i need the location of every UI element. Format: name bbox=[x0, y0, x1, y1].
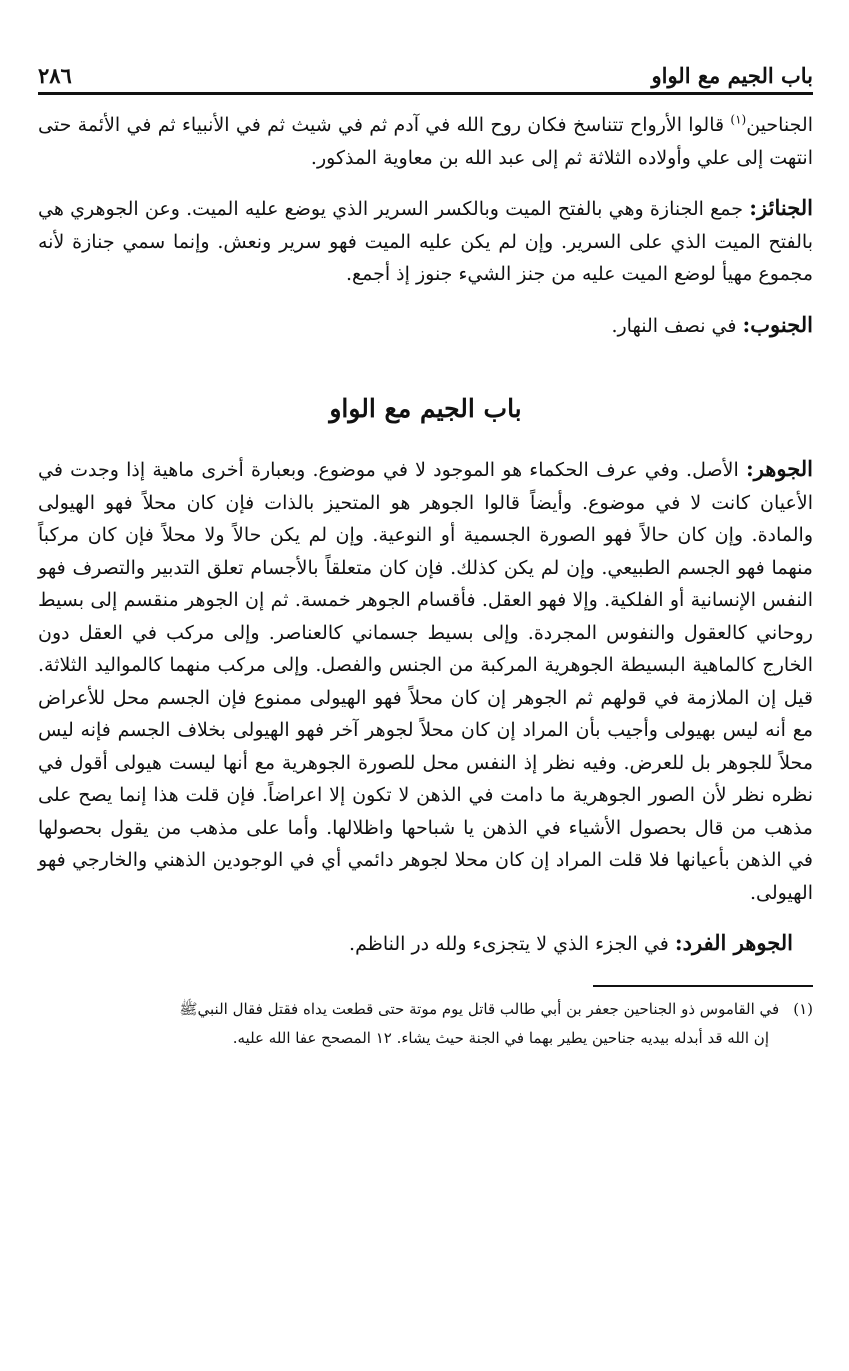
entry-term: الجوهر: bbox=[745, 456, 813, 481]
entry-text: قالوا الأرواح تتناسخ فكان روح الله في آدم ثم في شيث ثم في الأنبياء ثم في الأئمة حتى انتهت إلى علي وأولاده الثلاثة ثم إلى عبد الله بن معاوية المذكور. bbox=[38, 114, 813, 169]
entry-text: في الجزء الذي لا يتجزىء ولله در الناظم. bbox=[349, 933, 675, 955]
entry-term: الجنوب: bbox=[742, 311, 813, 337]
entry-text: جمع الجنازة وهي بالفتح الميت وبالكسر السرير الذي يوضع عليه الميت. وعن الجوهري هي بالفتح الميت الذي على السرير. وإن لم يكن عليه الميت فهو سرير ونعش. وإنما سمي جنازة لأنه مجموع مهيأ لوضع الميت عليه من جنز الشيء جنوز إذ أجمع. bbox=[38, 198, 813, 285]
entry-term: الجنائز: bbox=[749, 195, 813, 220]
footnote-line-1: في القاموس ذو الجناحين جعفر بن أبي طالب قاتل يوم موتة حتى قطعت يداه فقتل فقال النبيﷺ bbox=[179, 999, 780, 1018]
footnote-number: (١) bbox=[793, 999, 813, 1018]
entry-text: الأصل. وفي عرف الحكماء هو الموجود لا في موضوع. وبعبارة أخرى ماهية إذا وجدت في الأعيان كانت لا في موضوع. وأيضاً قالوا الجوهر هو المتحيز بالذات فإن كان محلاً فهو الهيولى والمادة. وإن كان حالاً فهو الصورة الجسمية أو النوعية. وإن لم يكن حالاً ولا محلاً فإن كان مركباً منهما فهو الجسم الطبيعي. وإن لم يكن كذلك. فإن كان متعلقاً بالأجسام تعلق التدبير والتصرف فهو النفس الإنسانية أو الفلكية. وإلا فهو العقل. فأقسام الجوهر خمسة. ثم إن الجوهر منقسم إلى بسيط روحاني كالعقول والنفوس المجردة. وإلى بسيط جسماني كالعناصر. وإلى مركب في العقل دون الخارج كالماهية البسيطة الجوهرية المركبة من الجنس والفصل. وإلى مركب منهما كالمواليد الثلاثة. قيل إن الملازمة في قولهم ثم الجوهر إن كان محلاً فهو الهيولى ممنوع فإن الجسم محل للأعراض مع أنه ليس بهيولى وأجيب بأن المراد إن كان محلاً لجوهر آخر فهو الهيولى بخلاف الجسم فإنه ليس محلاً للجوهر بل للعرض. وفيه نظر إذ النفس محل للصورة الجوهرية مع أنها ليست هيولى أقول في نظره نظر لأن الصور الجوهرية ما دامت في الذهن لا تكون إلا اعراضاً. فإن قلت هذا إنما يصح على مذهب من قال بحصول الأشياء في الذهن يا شباحها واظلالها. وأما على مذهب من يقول بحصولها في الذهن بأعيانها فلا قلت المراد إن كان محلا لجوهر دائمي أي في الوجودين الذهني والخارجي فهو الهيولى. bbox=[38, 459, 813, 904]
entry-text-lead: الجناحين bbox=[746, 114, 813, 136]
footnote-reference[interactable]: (١) bbox=[730, 112, 747, 127]
section-entries bbox=[38, 453, 813, 961]
entry-janub bbox=[38, 309, 813, 343]
running-header bbox=[38, 54, 813, 95]
footnote-divider bbox=[593, 985, 813, 987]
entry-jawhar bbox=[38, 453, 813, 909]
entry-text: في نصف النهار. bbox=[611, 314, 743, 337]
footnote bbox=[38, 995, 813, 1053]
section-heading: باب الجيم مع الواو bbox=[329, 394, 522, 423]
upper-entries bbox=[38, 109, 813, 342]
running-title: باب الجيم مع الواو bbox=[651, 63, 813, 88]
book-page bbox=[38, 54, 813, 1053]
entry-janaiz bbox=[38, 192, 813, 291]
footnote-line-2: إن الله قد أبدله بيديه جناحين يطير بهما في الجنة حيث يشاء. ١٢ المصحح عفا الله عليه. bbox=[232, 1028, 769, 1047]
entry-term: الجوهر الفرد: bbox=[674, 930, 793, 955]
entry-jawhar-fard bbox=[38, 927, 813, 961]
page-number: ٢٨٦ bbox=[38, 63, 72, 88]
entry-janahin-continuation bbox=[38, 109, 813, 174]
